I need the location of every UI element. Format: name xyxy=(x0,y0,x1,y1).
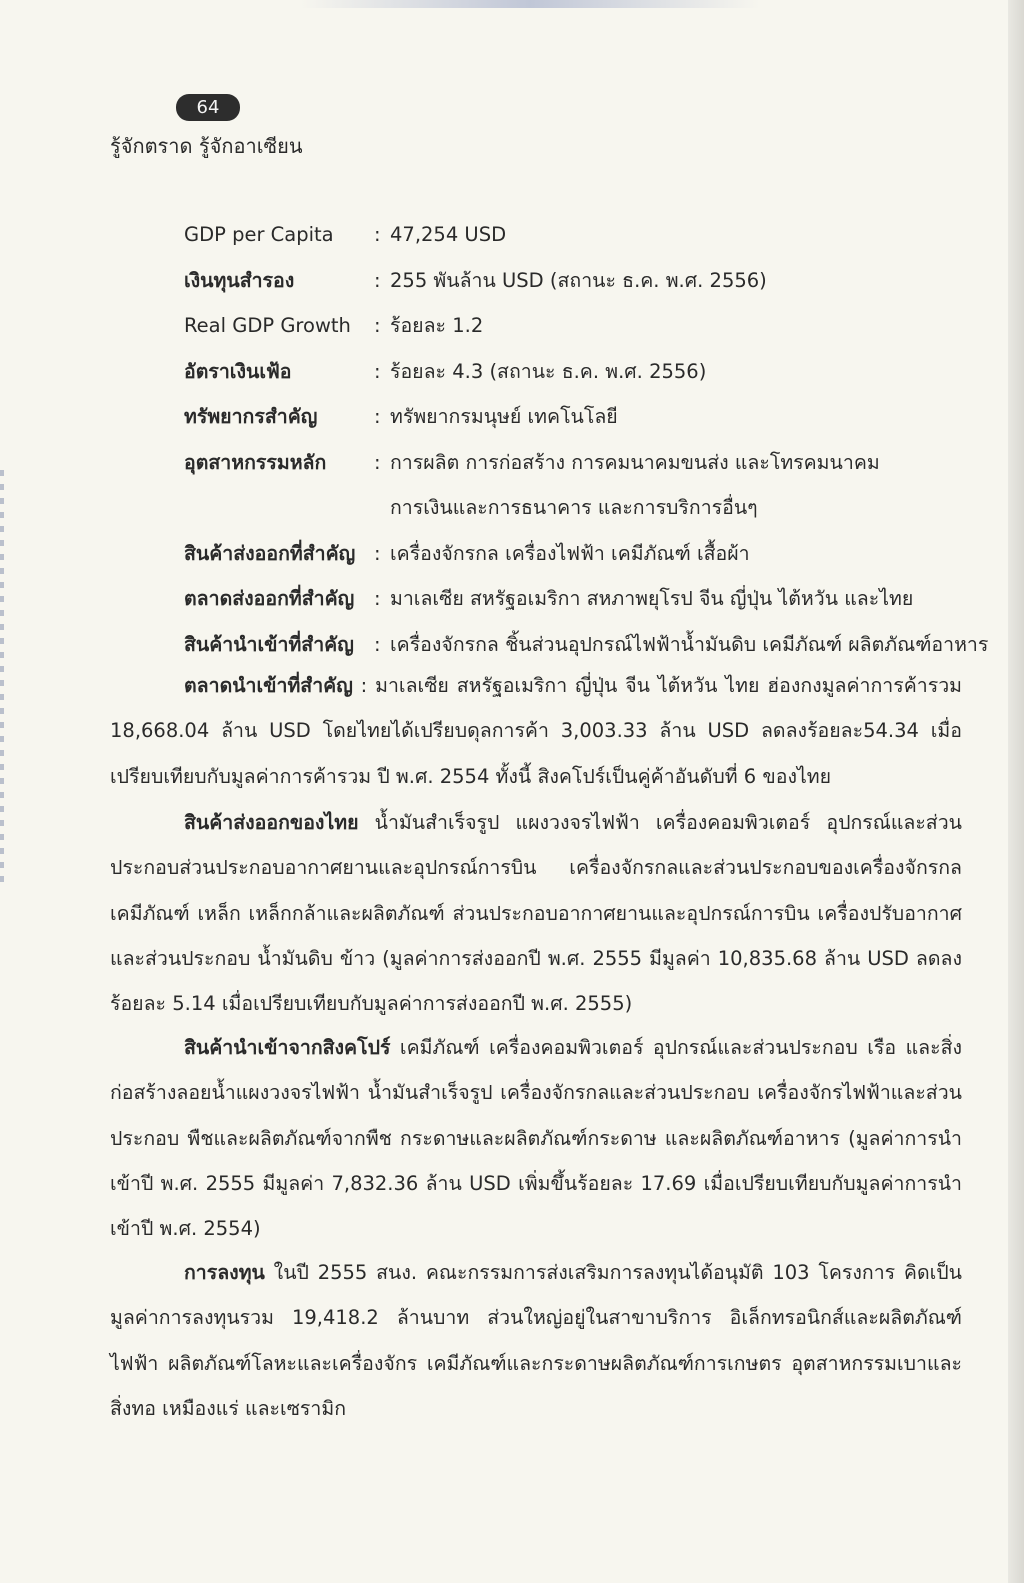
info-value: เครื่องจักรกล เครื่องไฟฟ้า เคมีภัณฑ์ เสื้อผ้า xyxy=(390,541,750,565)
info-colon: : xyxy=(374,314,381,337)
info-colon: : xyxy=(374,541,381,565)
paragraph-import-markets xyxy=(110,663,962,799)
paragraph-investment xyxy=(110,1250,962,1431)
info-colon: : xyxy=(374,223,381,246)
info-label: สินค้านำเข้าที่สำคัญ xyxy=(184,632,354,656)
info-label: สินค้าส่งออกที่สำคัญ xyxy=(184,541,356,565)
paragraph-heading: สินค้าส่งออกของไทย xyxy=(184,811,359,834)
info-value: มาเลเซีย สหรัฐอเมริกา สหภาพยุโรป จีน ญี่ปุ่น ไต้หวัน และไทย xyxy=(390,587,914,610)
paragraph-imports-from-singapore xyxy=(110,1025,962,1251)
country-info-list xyxy=(184,218,989,673)
paragraph-thai-exports xyxy=(110,800,962,1026)
paragraph-body: : มาเลเซีย สหรัฐอเมริกา ญี่ปุ่น จีน ไต้หวัน ไทย ฮ่องกงมูลค่าการค้ารวม 18,668.04 ล้าน USD โดยไทยได้เปรียบดุลการค้า 3,003.33 ล้าน USD ลดลงร้อยละ54.34 เมื่อเปรียบเทียบกับมูลค่าการค้ารวม ปี พ.ศ. 2554 ทั้งนี้ สิงคโปร์เป็นคู่ค้าอันดับที่ 6 ของไทย xyxy=(110,674,962,788)
info-row-real-gdp-growth xyxy=(184,309,984,355)
info-row-gdp-per-capita xyxy=(184,218,984,264)
info-colon: : xyxy=(374,450,381,474)
paragraph-body: ในปี 2555 สนง. คณะกรรมการส่งเสริมการลงทุนได้อนุมัติ 103 โครงการ คิดเป็นมูลค่าการลงทุนรวม 19,418.2 ล้านบาท ส่วนใหญ่อยู่ในสาขาบริการ อิเล็กทรอนิกส์และผลิตภัณฑ์ไฟฟ้า ผลิตภัณฑ์โลหะและเครื่องจักร เคมีภัณฑ์และกระดาษผลิตภัณฑ์การเกษตร อุตสาหกรรมเบาและสิ่งทอ เหมืองแร่ และเซรามิก xyxy=(110,1261,962,1420)
info-label: เงินทุนสำรอง xyxy=(184,268,295,292)
paragraph-heading: การลงทุน xyxy=(184,1261,265,1284)
paragraph-heading: สินค้านำเข้าจากสิงคโปร์ xyxy=(184,1036,391,1059)
info-row-export-markets xyxy=(184,582,984,628)
info-value-continued: การเงินและการธนาคาร และการบริการอื่นๆ xyxy=(390,496,758,519)
info-colon: : xyxy=(374,268,381,292)
scan-artifact-top xyxy=(300,0,760,8)
info-value: ร้อยละ 4.3 (สถานะ ธ.ค. พ.ศ. 2556) xyxy=(390,359,707,383)
info-label: อัตราเงินเฟ้อ xyxy=(184,359,292,383)
info-value: ทรัพยากรมนุษย์ เทคโนโลยี xyxy=(390,405,618,428)
paragraph-heading: ตลาดนำเข้าที่สำคัญ xyxy=(184,674,353,697)
info-value: 255 พันล้าน USD (สถานะ ธ.ค. พ.ศ. 2556) xyxy=(390,268,767,292)
info-label: Real GDP Growth xyxy=(184,314,351,337)
scan-artifact-left-edge xyxy=(0,470,4,890)
page-number-badge: 64 xyxy=(176,94,240,121)
info-label: ทรัพยากรสำคัญ xyxy=(184,405,318,428)
info-colon: : xyxy=(374,359,381,383)
info-label: ตลาดส่งออกที่สำคัญ xyxy=(184,587,355,610)
info-row-major-exports xyxy=(184,537,984,583)
info-colon: : xyxy=(374,632,381,656)
info-label: GDP per Capita xyxy=(184,223,334,246)
info-colon: : xyxy=(374,587,381,610)
info-row-inflation xyxy=(184,355,984,401)
info-colon: : xyxy=(374,405,381,428)
running-header-title: รู้จักตราด รู้จักอาเซียน xyxy=(110,134,303,158)
paragraph-body: เคมีภัณฑ์ เครื่องคอมพิวเตอร์ อุปกรณ์และส่วนประกอบ เรือ และสิ่งก่อสร้างลอยน้ำแผงวงจรไฟฟ้า น้ำมันสำเร็จรูป เครื่องจักรกลและส่วนประกอบ เครื่องจักรไฟฟ้าและส่วนประกอบ พืชและผลิตภัณฑ์จากพืช กระดาษและผลิตภัณฑ์กระดาษ และผลิตภัณฑ์อาหาร (มูลค่าการนำเข้าปี พ.ศ. 2555 มีมูลค่า 7,832.36 ล้าน USD เพิ่มขึ้นร้อยละ 17.69 เมื่อเปรียบเทียบกับมูลค่าการนำเข้าปี พ.ศ. 2554) xyxy=(110,1036,962,1241)
info-value: ร้อยละ 1.2 xyxy=(390,314,484,337)
info-value: การผลิต การก่อสร้าง การคมนาคมขนส่ง และโทรคมนาคม xyxy=(390,450,880,474)
info-row-reserves xyxy=(184,264,984,310)
info-label: อุตสาหกรรมหลัก xyxy=(184,450,327,474)
page-edge-shadow xyxy=(1008,0,1024,1583)
info-row-industries xyxy=(184,446,984,537)
info-row-resources xyxy=(184,400,984,446)
info-value: 47,254 USD xyxy=(390,223,507,246)
paragraph-body: น้ำมันสำเร็จรูป แผงวงจรไฟฟ้า เครื่องคอมพิวเตอร์ อุปกรณ์และส่วนประกอบส่วนประกอบอากาศยานและอุปกรณ์การบิน เครื่องจักรกลและส่วนประกอบของเครื่องจักรกล เคมีภัณฑ์ เหล็ก เหล็กกล้าและผลิตภัณฑ์ ส่วนประกอบอากาศยานและอุปกรณ์การบิน เครื่องปรับอากาศและส่วนประกอบ น้ำมันดิบ ข้าว (มูลค่าการส่งออกปี พ.ศ. 2555 มีมูลค่า 10,835.68 ล้าน USD ลดลงร้อยละ 5.14 เมื่อเปรียบเทียบกับมูลค่าการส่งออกปี พ.ศ. 2555) xyxy=(110,811,962,1016)
info-value: เครื่องจักรกล ชิ้นส่วนอุปกรณ์ไฟฟ้าน้ำมันดิบ เคมีภัณฑ์ ผลิตภัณฑ์อาหาร xyxy=(390,632,989,656)
